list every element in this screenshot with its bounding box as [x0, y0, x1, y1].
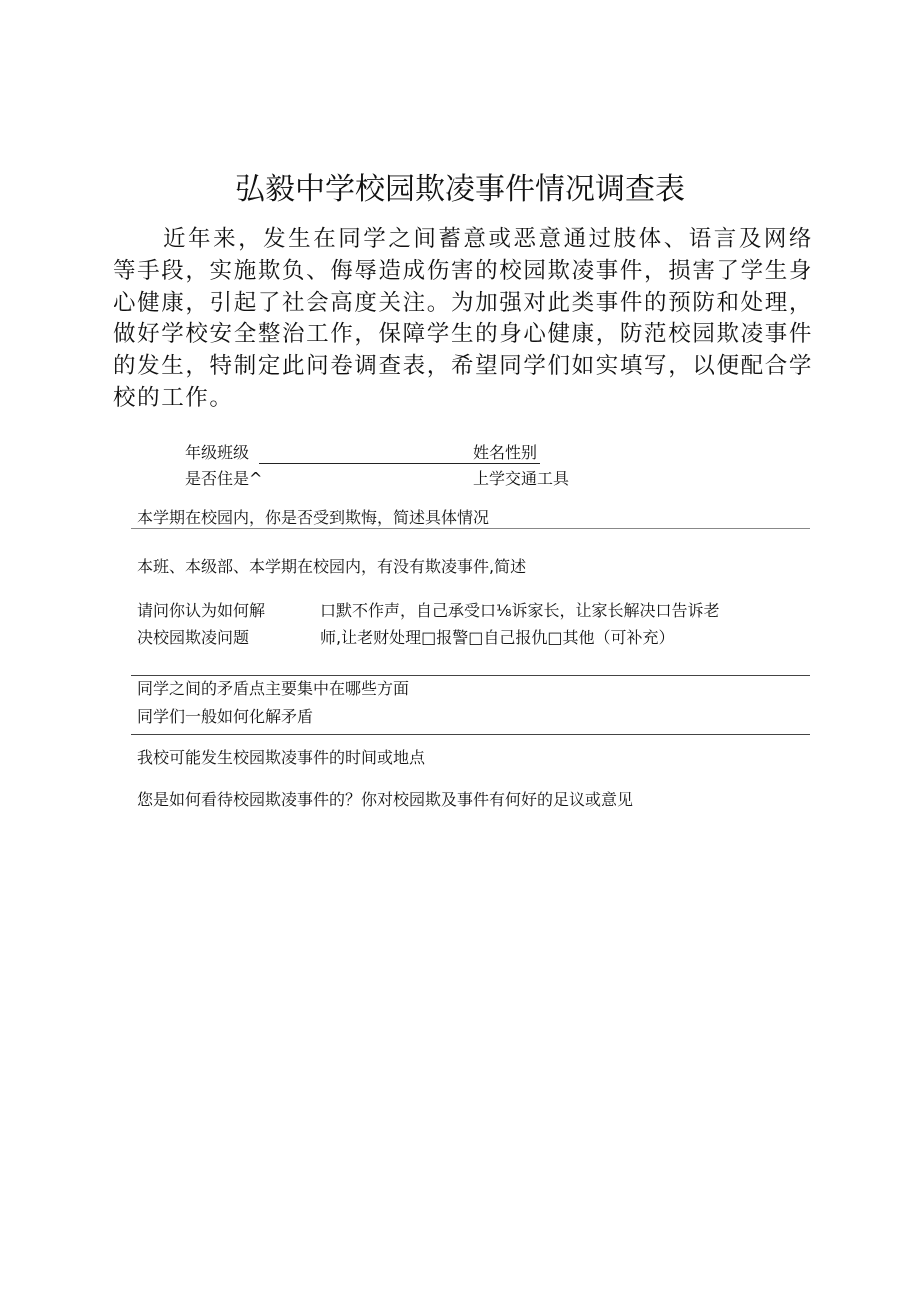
question-3-options-line-2[interactable]: 师,让老财处理□报警□自己报仇□其他（可补充）: [320, 628, 675, 647]
page-title: 弘毅中学校园欺凌事件情况调查表: [235, 172, 685, 207]
boarding-label: 是否住是^: [185, 469, 263, 488]
grade-class-label: 年级班级: [185, 443, 250, 462]
divider-1: [131, 675, 810, 676]
question-6: 我校可能发生校园欺凌事件的时间或地点: [137, 748, 426, 767]
question-3-label-line-2: 决校园欺凌问题: [137, 628, 250, 647]
transport-label: 上学交通工具: [473, 469, 570, 488]
question-3-label: [137, 597, 265, 651]
grade-class-blank[interactable]: [259, 463, 473, 464]
intro-paragraph: 近年来，发生在同学之间蓄意或恶意通过肢体、语言及网络等手段，实施欺负、侮辱造成伤害的校园欺凌事件，损害了学生身心健康，引起了社会高度关注。为加强对此类事件的预防和处理，做好学校安全整治工作，保障学生的身心健康，防范校园欺凌事件的发生，特制定此问卷调查表，希望同学们如实填写，以便配合学校的工作。: [113, 226, 813, 411]
question-3-options-line-1[interactable]: 口默不作声，自己承受口⅛诉家长，让家长解决口告诉老: [320, 601, 720, 620]
question-7: 您是如何看待校园欺凌事件的？你对校园欺及事件有何好的足议或意见: [137, 790, 634, 809]
question-1: 本学期在校园内，你是否受到欺悔，简述具体情况: [137, 508, 490, 527]
question-5: 同学们一般如何化解矛盾: [137, 707, 314, 726]
answer-line-1[interactable]: [131, 528, 810, 529]
question-2: 本班、本级部、本学期在校园内，有没有欺凌事件,简述: [137, 557, 527, 576]
question-3-options[interactable]: [320, 597, 720, 651]
question-4: 同学之间的矛盾点主要集中在哪些方面: [137, 679, 410, 698]
divider-2: [131, 734, 810, 735]
name-gender-underline: [473, 463, 540, 464]
name-gender-label: 姓名性别: [473, 443, 538, 462]
question-3-label-line-1: 请问你认为如何解: [137, 601, 266, 620]
